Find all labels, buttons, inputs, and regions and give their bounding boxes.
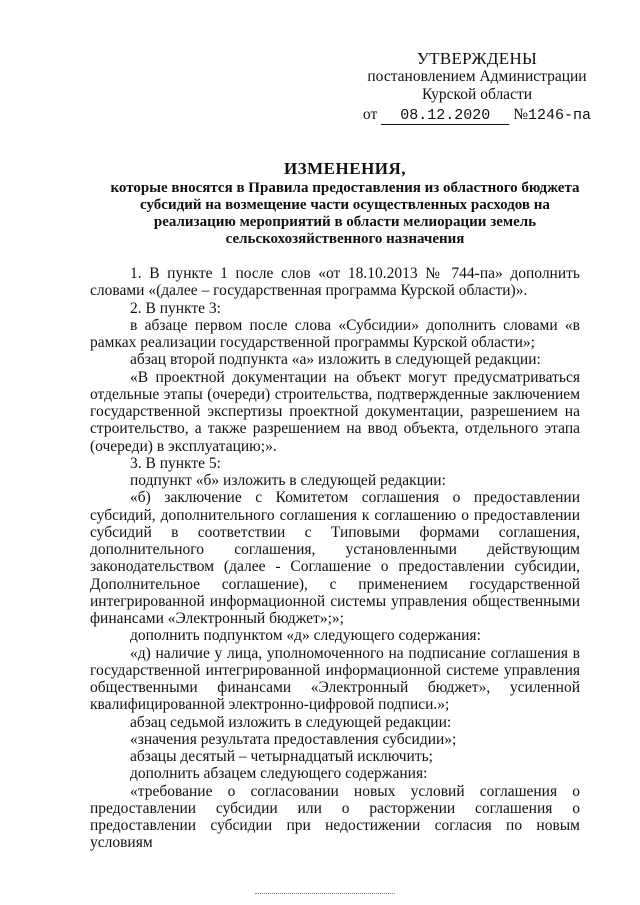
paragraph: абзац седьмой изложить в следующей редакции: bbox=[130, 713, 452, 731]
approval-number: 1246-па bbox=[528, 107, 592, 124]
approval-date: 08.12.2020 bbox=[381, 107, 509, 125]
paragraph: «б) заключение с Комитетом соглашения о предоставлении субсидий, дополнительного соглашения к соглашению о предоставлении субсидий в соответствии с Типовыми формами соглашения, дополнительного соглашения, установленными действующим законодательством (далее - Соглашение о предоставлении субсидии, Дополнительное соглашение), с применением государственной интегрированной информационной системы управления общественными финансами «Электронный бюджет»;»; bbox=[90, 489, 580, 627]
paragraph: 3. В пункте 5: bbox=[130, 454, 221, 472]
approval-number-sign: № bbox=[513, 106, 529, 123]
paragraph: дополнить абзацем следующего содержания: bbox=[130, 765, 428, 783]
paragraph: 2. В пункте 3: bbox=[130, 299, 221, 317]
paragraph: «В проектной документации на объект могут предусматриваться отдельные этапы (очереди) строительства, подтвержденные заключением государственной экспертизы проектной документации, разрешением на строительство, а также разрешением на ввод объекта, отдельного этапа (очереди) в эксплуатацию;». bbox=[90, 368, 580, 455]
paragraph: «значения результата предоставления субсидии»; bbox=[130, 730, 457, 748]
approval-date-line bbox=[352, 106, 602, 125]
paragraph: «д) наличие у лица, уполномоченного на подписание соглашения в государственной интегрированной информационной системе управления общественными финансами «Электронный бюджет», усиленной квалифицированной электронно-цифровой подписи.»; bbox=[90, 644, 580, 714]
paragraph: дополнить подпунктом «д» следующего содержания: bbox=[130, 627, 481, 645]
approval-stamp bbox=[352, 50, 602, 125]
document-heading bbox=[110, 158, 580, 248]
approval-title: УТВЕРЖДЕНЫ bbox=[416, 49, 538, 68]
paragraph: абзац второй подпункта «а» изложить в следующей редакции: bbox=[130, 351, 541, 369]
page-bottom-divider bbox=[255, 893, 395, 896]
paragraph: подпункт «б» изложить в следующей редакции: bbox=[130, 472, 446, 489]
paragraph: в абзаце первом после слова «Субсидии» дополнить словами «в рамках реализации государственной программы Курской области»; bbox=[90, 316, 580, 351]
document-body bbox=[90, 265, 580, 852]
document-title: ИЗМЕНЕНИЯ, bbox=[283, 159, 407, 178]
paragraph: абзацы десятый – четырнадцатый исключить; bbox=[130, 748, 433, 765]
approval-authority: постановлением Администрации bbox=[367, 68, 587, 85]
document-subtitle: которые вносятся в Правила предоставления из областного бюджета субсидий на возмещение части осуществленных расходов на реализацию мероприятий в области мелиорации земель сельскохозяйственного назначения bbox=[110, 180, 580, 247]
paragraph: 1. В пункте 1 после слов «от 18.10.2013 № 744-па» дополнить словами «(далее – государственная программа Курской области)». bbox=[90, 265, 580, 300]
approval-from-label: от bbox=[362, 106, 378, 123]
approval-region: Курской области bbox=[421, 86, 533, 103]
paragraph: «требование о согласовании новых условий соглашения о предоставлении субсидии или о расторжении соглашения о предоставлении субсидии при недостижении согласия по новым условиям bbox=[90, 782, 580, 852]
